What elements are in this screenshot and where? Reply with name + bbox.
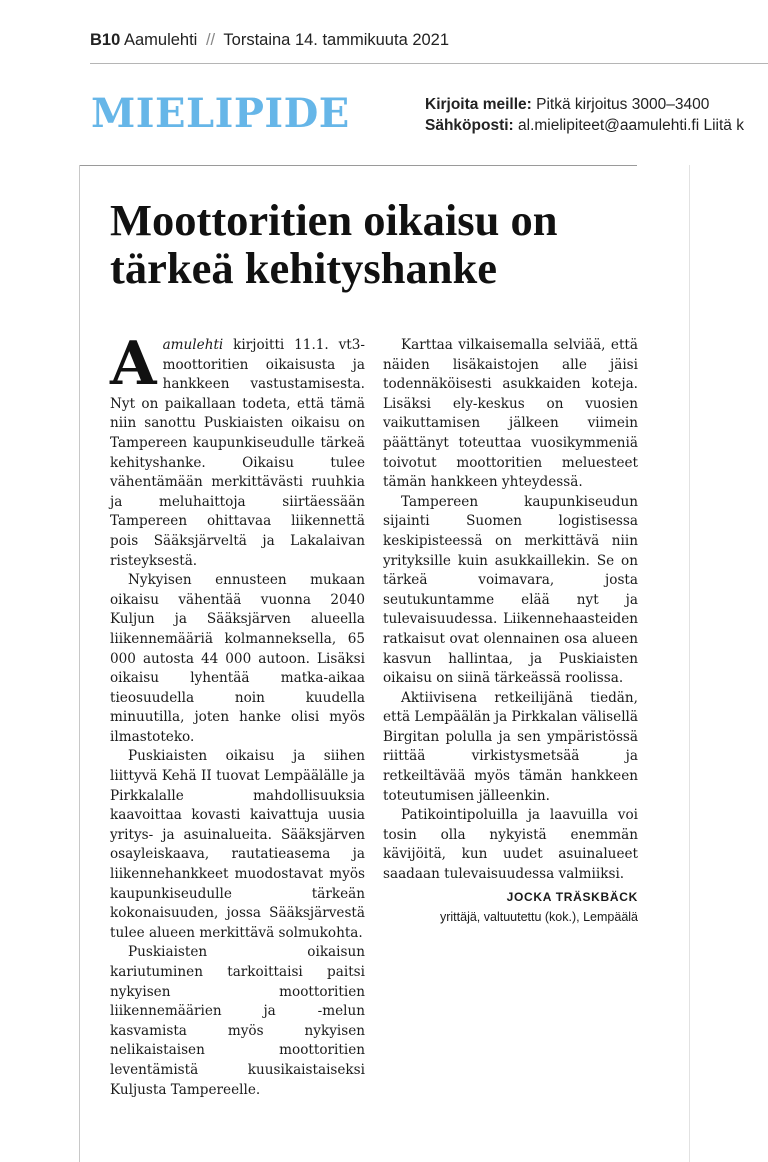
article-headline	[110, 196, 670, 292]
author-role: yrittäjä, valtuutettu (kok.), Lempäälä	[439, 909, 638, 924]
article-paragraph: Patikointipoluilla ja laavuilla voi tosin olla nykyistä enemmän kävijöitä, kun uudet asuinalueet saadaan tulevaisuudessa valmiiksi.	[383, 807, 638, 883]
article-paragraph: Tampereen kaupunkiseudun sijainti Suomen logistisessa keskipisteessä on merkittävä niin yrityksille kuin asukkaillekin. Se on tärkeä voimavara, josta seutukuntamme elää nyt ja tulevaisuudessa. Liikennehaasteiden ratkaisut ovat olennainen osa alueen kasvun hallintaa, ja Puskiaisten oikaisu on siinä tärkeässä roolissa.	[383, 493, 638, 687]
email-text: al.mielipiteet@aamulehti.fi Liitä k	[518, 117, 744, 134]
article-paragraph: Karttaa vilkaisemalla selviää, että näiden lisäkaistojen alle jäisi todennäköisesti asukkaiden koteja. Lisäksi ely-keskus on vuosien vaikuttamisen jälkeen viimein päättänyt toteuttaa vuosikymmeniä toivotut moottoritien meluesteet tämän hankkeen yhteydessä.	[383, 337, 638, 491]
headline-line-1: Moottoritien oikaisu on	[110, 195, 558, 245]
header-separator: //	[205, 31, 216, 49]
article-column-2	[383, 336, 638, 927]
write-to-us-text: Pitkä kirjoitus 3000–3400	[536, 96, 710, 113]
page-number: B10	[90, 31, 121, 49]
page-header	[90, 31, 449, 50]
drop-cap: A	[110, 329, 157, 399]
email-label: Sähköposti:	[425, 117, 514, 134]
lead-publication: amulehti	[162, 337, 224, 353]
header-rule	[90, 63, 768, 64]
contact-info	[425, 94, 744, 136]
issue-date: Torstaina 14. tammikuuta 2021	[223, 31, 450, 49]
author-name: JOCKA TRÄSKBÄCK	[506, 889, 638, 904]
section-title: MIELIPIDE	[91, 90, 350, 137]
write-to-us-label: Kirjoita meille:	[425, 96, 532, 113]
headline-line-2: tärkeä kehityshanke	[110, 243, 497, 293]
article-column-1	[110, 329, 365, 1100]
frame-right-rule	[689, 165, 690, 1162]
publication-name: Aamulehti	[123, 31, 198, 49]
frame-left-rule	[79, 165, 80, 1162]
article-paragraph: Nykyisen ennusteen mukaan oikaisu vähentää vuonna 2040 Kuljun ja Sääksjärven alueella liikennemääriä kolmanneksella, 65 000 autosta 44 000 autoon. Lisäksi oikaisu lyhentää matka-aikaa tieosuudella noin kuudella minuutilla, joten hanke olisi myös ilmastoteko.	[110, 572, 365, 745]
frame-top-rule	[80, 165, 637, 166]
article-paragraph: Puskiaisten oikaisu ja siihen liittyvä Kehä II tuovat Lempäälälle ja Pirkkalalle mahdollisuuksia kaavoittaa kovasti kaivattuja uusia yritys- ja asuinalueita. Sääksjärven osayleiskaava, rautatieasema ja liikennehankkeet muodostavat myös kaupunkiseudulle tärkeän kokonaisuuden, jossa Sääksjärvestä tulee alueen merkittävä solmukohta.	[110, 748, 365, 941]
article-paragraph: Puskiaisten oikaisun kariutuminen tarkoittaisi paitsi nykyisen moottoritien liikennemäärien ja -melun kasvamista myös nykyisen nelikaistaisen moottoritien leventämistä kuusikaistaiseksi Kuljusta Tampereelle.	[110, 944, 365, 1098]
article-paragraph: Aktiivisena retkeilijänä tiedän, että Lempäälän ja Pirkkalan välisellä Birgitan polulla ja sen ympäristössä riittää virkistysmetsää ja retkeiltävää myös tämän hankkeen toteutumisen jälleenkin.	[383, 689, 638, 804]
article-paragraph: Aamulehti kirjoitti 11.1. vt3-moottoritien oikaisusta ja hankkeen vastustamisesta. Nyt on paikallaan todeta, että tämä niin sanottu Puskiaisten oikaisu on Tampereen kaupunkiseudulle tärkeä kehityshanke. Oikaisu tulee vähentämään merkittävästi ruuhkia ja meluhaittoja siirtäessään Tampereen ohittavaa liikennettä pois Sääksjärveltä ja Lakalaivan risteyksestä.	[110, 329, 365, 569]
